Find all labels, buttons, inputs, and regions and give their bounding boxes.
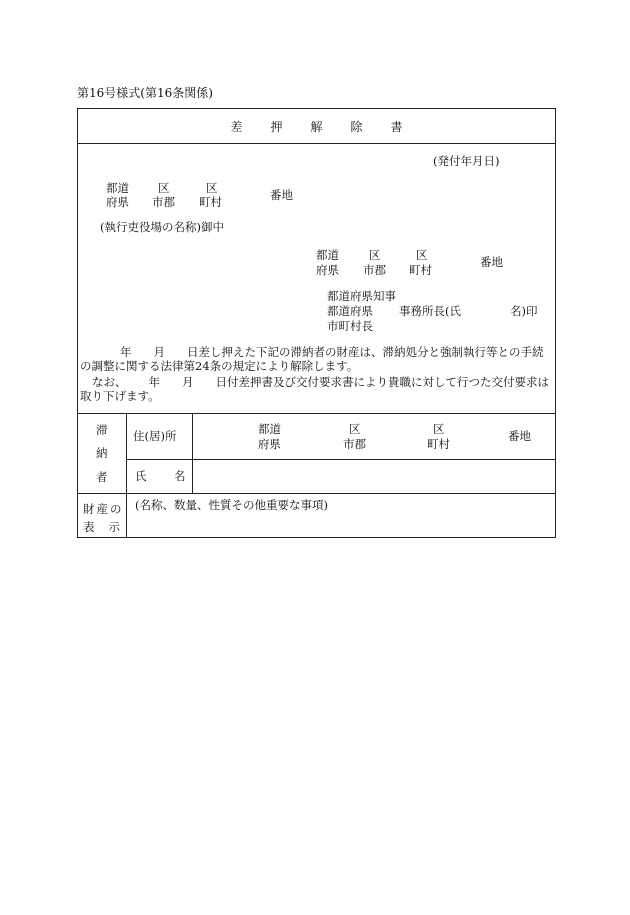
delinquent-label-1: 滞 [96,423,108,437]
addressee: (執行吏役場の名称)御中 [100,220,224,234]
addr1-town-top: 区 [206,181,218,195]
label-char: 財 [83,502,95,516]
release-document-frame [77,108,556,538]
issuer-office-head: 事務所長(氏 [399,304,461,318]
issuer-pref: 都道府県 [327,304,373,318]
label-char: の [110,502,122,516]
addr1-city-bottom: 市郡 [152,195,175,209]
addr2-town-top: 区 [416,248,428,262]
issue-date: (発付年月日) [433,154,500,168]
addr2-pref-bottom: 府県 [316,263,339,277]
addr2-city-top: 区 [369,248,381,262]
withdrawal-lead: なお、 [92,375,127,389]
delinquent-label-2: 納 [96,446,108,460]
title-char: 除 [350,119,363,134]
table-col-divider [192,413,193,493]
table-row-divider [126,459,556,460]
name-label-1: 氏 [135,469,147,483]
document-title [78,109,555,143]
label-char: 表 [83,520,95,534]
addr1-city-top: 区 [158,181,170,195]
withdrawal-text: 日付差押書及び交付要求書により貴職に対して行つた交付要求は取り下げます。 [80,375,549,403]
label-char: 示 [108,520,120,534]
title-char: 押 [270,119,283,134]
addr1-pref-bottom: 府県 [106,195,129,209]
release-paragraph [80,345,554,373]
row-city-top: 区 [349,422,361,436]
year-placeholder: 年 [120,345,132,359]
row-pref-top: 都道 [258,422,281,436]
issuer-governor: 都道府県知事 [327,289,396,303]
table-row-divider [78,493,555,494]
addr1-banchi: 番地 [270,188,293,202]
residence-label: 住(居)所 [133,429,177,443]
title-char: 解 [310,119,323,134]
row-banchi: 番地 [508,429,531,443]
addr2-banchi: 番地 [480,255,503,269]
addr2-pref-top: 都道 [316,248,339,262]
month-placeholder: 月 [182,375,194,389]
divider [78,143,555,144]
year-placeholder: 年 [148,375,160,389]
addr2-city-bottom: 市郡 [363,263,386,277]
issuer-mayor: 市町村長 [327,319,373,333]
row-pref-bottom: 府県 [258,437,281,451]
name-label-2: 名 [174,469,186,483]
label-char: 産 [96,502,108,516]
delinquent-label-3: 者 [96,470,108,484]
table-top-border [78,413,555,414]
title-char: 書 [390,119,403,134]
addr1-town-bottom: 町村 [199,195,222,209]
month-placeholder: 月 [153,345,165,359]
property-label-2 [83,520,120,534]
addr2-town-bottom: 町村 [409,263,432,277]
row-town-bottom: 町村 [427,437,450,451]
withdrawal-paragraph [80,375,554,403]
property-hint: (名称、数量、性質その他重要な事項) [135,498,328,512]
addr1-pref-top: 都道 [106,181,129,195]
row-city-bottom: 市郡 [343,437,366,451]
table-col-divider [126,413,127,538]
property-label-1 [83,502,122,516]
form-number-label: 第16号様式(第16条関係) [77,86,213,100]
issuer-seal: 名)印 [510,304,538,318]
release-text: 日差し押えた下記の滞納者の財産は、滞納処分と強制執行等との手続の調整に関する法律第24条の規定により解除します。 [80,345,544,373]
title-char: 差 [230,119,243,134]
row-town-top: 区 [433,422,445,436]
